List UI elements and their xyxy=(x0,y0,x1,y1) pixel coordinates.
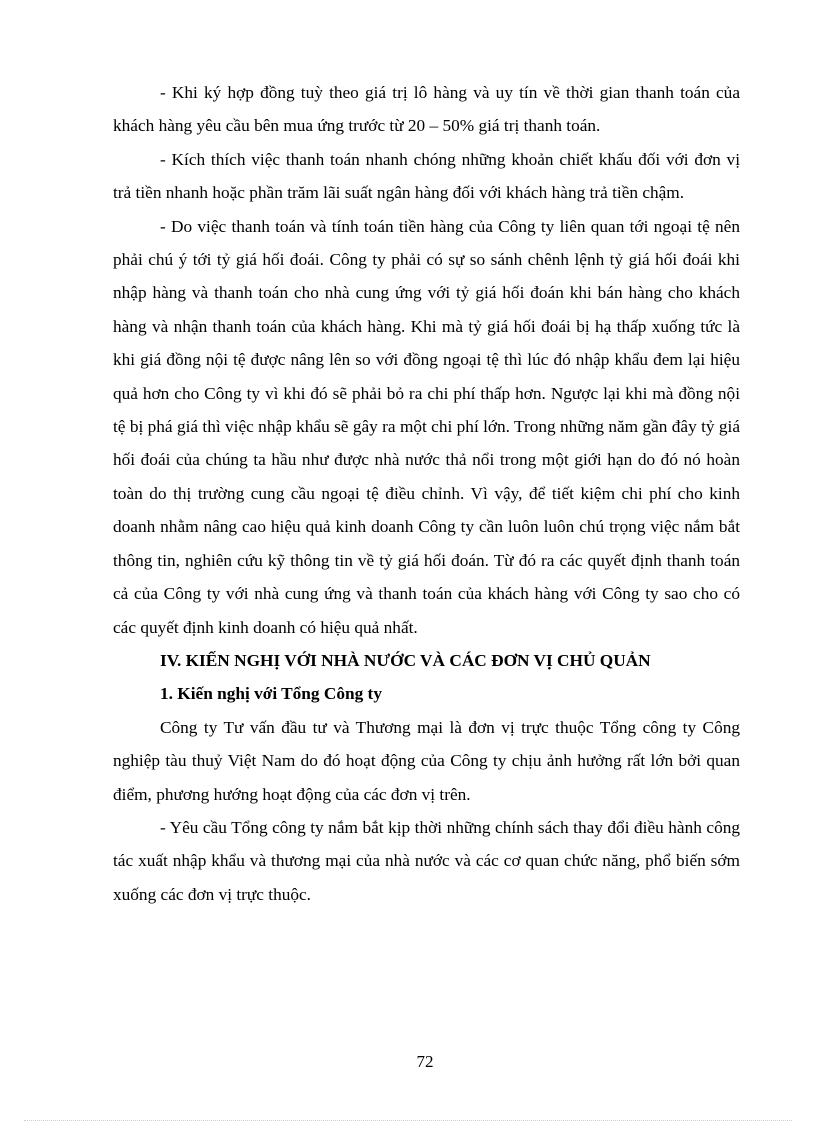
paragraph-company-intro: Công ty Tư vấn đầu tư và Thương mại là đơn vị trực thuộc Tổng công ty Công nghiệp tàu thuỷ Việt Nam do đó hoạt động của Công ty chịu ảnh hưởng rất lớn bởi quan điểm, phương hướng hoạt động của các đơn vị trên. xyxy=(113,717,740,804)
paragraph-exchange-rate: - Do việc thanh toán và tính toán tiền hàng của Công ty liên quan tới ngoại tệ nên phải chú ý tới tỷ giá hối đoái. Công ty phải có sự so sánh chênh lệnh tỷ giá hối đoái khi nhập hàng và thanh toán cho nhà cung ứng với tỷ giá hối đoán khi bán hàng cho khách hàng và nhận thanh toán của khách hàng. Khi mà tỷ giá hối đoái bị hạ thấp xuống tức là khi giá đồng nội tệ được nâng lên so với đồng ngoại tệ thì lúc đó nhập khẩu đem lại hiệu quả hơn cho Công ty vì khi đó sẽ phải bỏ ra chi phí thấp hơn. Ngược lại khi mà đồng nội tệ bị phá giá thì việc nhập khẩu sẽ gây ra một chi phí lớn. Trong những năm gần đây tỷ giá hối đoái của chúng ta hầu như được nhà nước thả nổi trong một giới hạn do đó nó hoàn toàn do thị trường cung cầu ngoại tệ điều chỉnh. Vì vậy, để tiết kiệm chi phí cho kinh doanh nhằm nâng cao hiệu quả kinh doanh Công ty cần luôn luôn chú trọng việc nắm bắt thông tin, nghiên cứu kỹ thông tin về tỷ giá hối đoán. Từ đó ra các quyết định thanh toán cả của Công ty với nhà cung ứng và thanh toán của khách hàng với Công ty sao cho có các quyết định kinh doanh có hiệu quả nhất. xyxy=(113,216,740,637)
page-content xyxy=(113,76,740,911)
paragraph-payment-advance: - Khi ký hợp đồng tuỳ theo giá trị lô hàng và uy tín về thời gian thanh toán của khách hàng yêu cầu bên mua ứng trước từ 20 – 50% giá trị thanh toán. xyxy=(113,83,740,136)
page-bottom-divider xyxy=(24,1120,792,1121)
paragraph-request: - Yêu cầu Tổng công ty nắm bắt kịp thời những chính sách thay đổi điều hành công tác xuất nhập khẩu và thương mại của nhà nước và các cơ quan chức năng, phổ biến sớm xuống các đơn vị trực thuộc. xyxy=(113,817,740,904)
page-number: 72 xyxy=(416,1052,434,1071)
paragraph-discount: - Kích thích việc thanh toán nhanh chóng những khoản chiết khấu đối với đơn vị trả tiền nhanh hoặc phần trăm lãi suất ngân hàng đối với khách hàng trả tiền chậm. xyxy=(113,149,740,203)
section-heading: IV. KIẾN NGHỊ VỚI NHÀ NƯỚC VÀ CÁC ĐƠN VỊ CHỦ QUẢN xyxy=(160,650,651,670)
subsection-heading: 1. Kiến nghị với Tổng Công ty xyxy=(160,684,382,704)
